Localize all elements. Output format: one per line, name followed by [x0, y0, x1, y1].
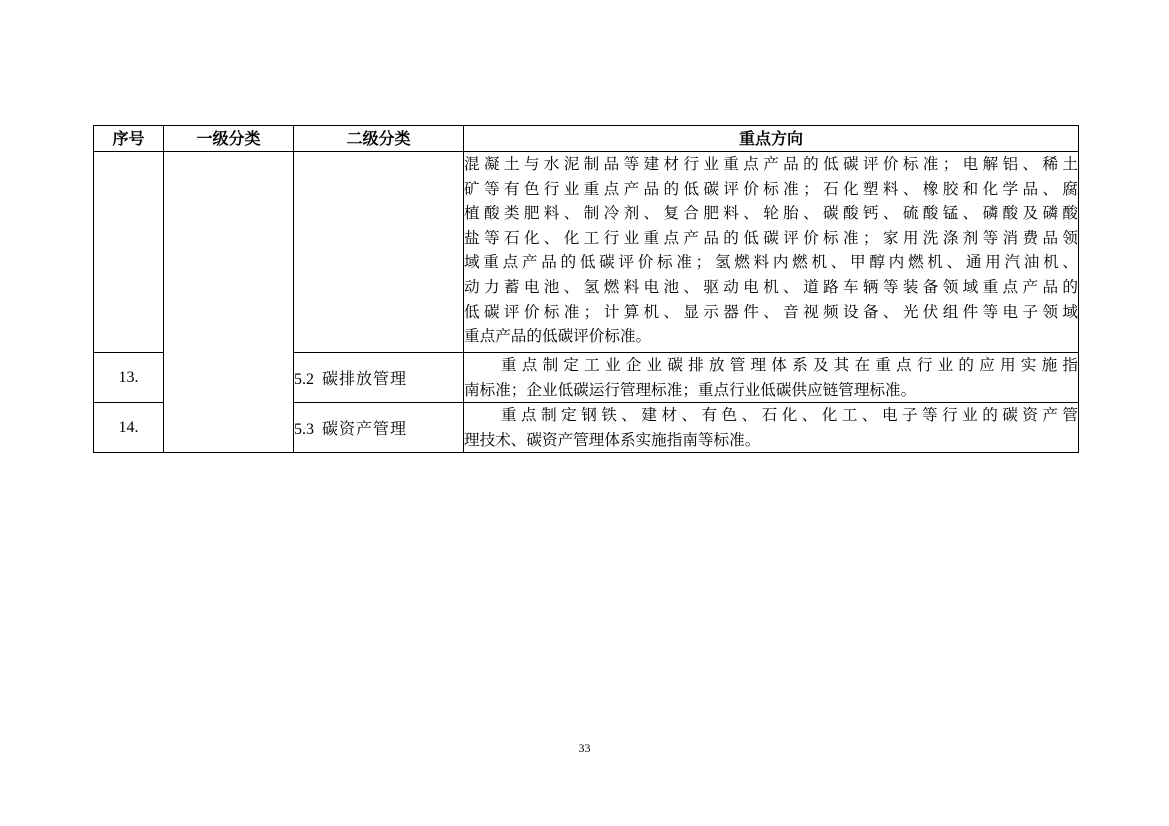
focus-line: 重点制定钢铁、建材、有色、石化、化工、电子等行业的碳资产管: [501, 406, 1078, 425]
level2-name: 碳资产管理: [322, 419, 408, 439]
cell-focus-continued: [464, 152, 1079, 353]
level2-code: 5.3: [294, 421, 314, 439]
cell-seq: 14.: [94, 403, 164, 453]
cell-seq: 13.: [94, 353, 164, 403]
cell-level2: [294, 353, 464, 403]
table-row-continued: [94, 152, 1079, 353]
table-header-row: [94, 126, 1079, 152]
focus-line: 植酸类肥料、制冷剂、复合肥料、轮胎、碳酸钙、硫酸锰、磷酸及磷酸: [464, 204, 1078, 223]
focus-line: 动力蓄电池、氢燃料电池、驱动电机、道路车辆等装备领域重点产品的: [464, 277, 1078, 296]
header-level2: 二级分类: [294, 126, 464, 152]
cell-seq-empty: [94, 152, 164, 353]
page-number: 33: [578, 741, 591, 755]
focus-line: 域重点产品的低碳评价标准；氢燃料内燃机、甲醇内燃机、通用汽油机、: [464, 253, 1078, 272]
cell-level2: [294, 403, 464, 453]
focus-line: 低碳评价标准；计算机、显示器件、音视频设备、光伏组件等电子领域: [464, 302, 1078, 321]
standards-table: [93, 125, 1079, 453]
cell-level2-empty: [294, 152, 464, 353]
header-level1: 一级分类: [164, 126, 294, 152]
level2-code: 5.2: [294, 371, 314, 389]
header-focus: 重点方向: [464, 126, 1079, 152]
focus-line: 矿等有色行业重点产品的低碳评价标准；石化塑料、橡胶和化学品、腐: [464, 179, 1078, 198]
focus-line: 南标准；企业低碳运行管理标准；重点行业低碳供应链管理标准。: [464, 380, 917, 399]
focus-line: 重点产品的低碳评价标准。: [464, 327, 652, 346]
cell-focus: [464, 353, 1079, 403]
cell-level1-merged: [164, 152, 294, 453]
cell-focus: [464, 403, 1079, 453]
level2-name: 碳排放管理: [322, 369, 408, 389]
focus-line: 理技术、碳资产管理体系实施指南等标准。: [464, 430, 761, 449]
focus-line: 重点制定工业企业碳排放管理体系及其在重点行业的应用实施指: [501, 356, 1078, 374]
focus-line: 盐等石化、化工行业重点产品的低碳评价标准；家用洗涤剂等消费品领: [464, 228, 1078, 247]
focus-line: 混凝土与水泥制品等建材行业重点产品的低碳评价标准；电解铝、稀土: [464, 155, 1078, 173]
header-seq: 序号: [94, 126, 164, 152]
